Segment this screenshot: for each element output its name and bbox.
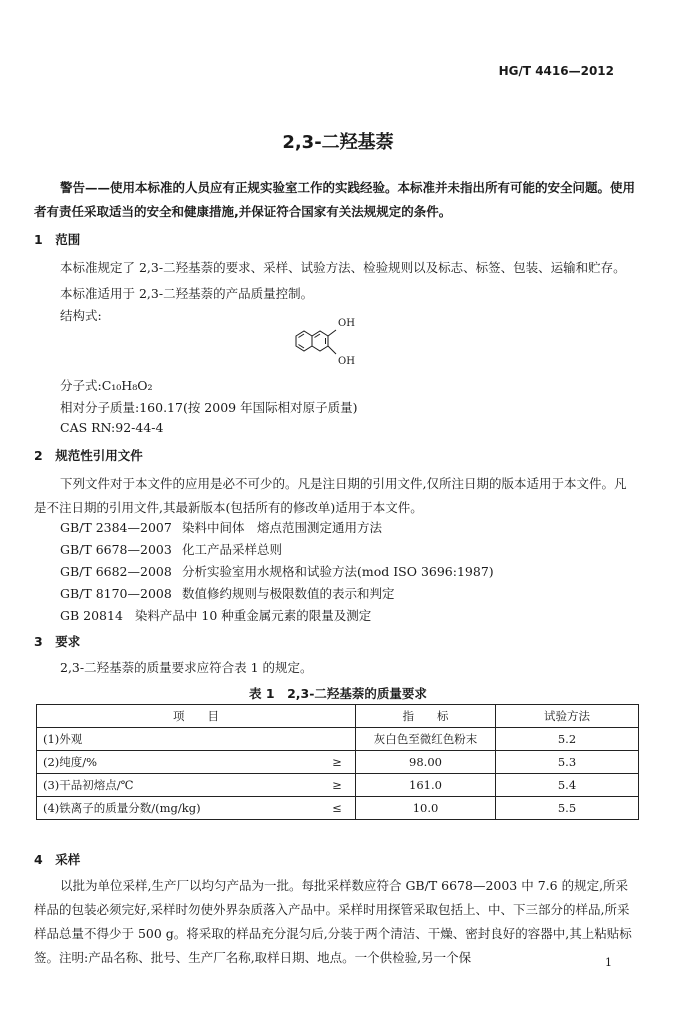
row-method: 5.3	[496, 751, 639, 774]
reference-item	[60, 584, 395, 602]
page-number: 1	[605, 956, 612, 969]
row-method: 5.5	[496, 797, 639, 820]
oh-top-label: OH	[338, 318, 355, 329]
reference-title: 数值修约规则与极限数值的表示和判定	[181, 586, 395, 601]
document-title: 2,3-二羟基萘	[282, 132, 394, 153]
reference-title: 染料产品中 10 种重金属元素的限量及测定	[134, 608, 372, 623]
table-row	[37, 751, 639, 774]
warning-paragraph: 警告——使用本标准的人员应有正规实验室工作的实践经验。本标准并未指出所有可能的安全问题。使用者有责任采取适当的安全和健康措施,并保证符合国家有关法规规定的条件。	[34, 180, 636, 219]
scope-paragraph: 本标准规定了 2,3-二羟基萘的要求、采样、试验方法、检验规则以及标志、标签、包装、运输和贮存。	[60, 260, 626, 275]
column-header-item: 项 目	[37, 705, 356, 728]
section-4-heading: 4 采样	[34, 852, 81, 867]
reference-item	[60, 606, 371, 624]
quality-requirements-table	[36, 704, 639, 820]
row-value: 10.0	[356, 797, 496, 820]
row-item: (4)铁离子的质量分数/(mg/kg)	[37, 797, 320, 820]
table-header-row	[37, 705, 639, 728]
reference-code: GB/T 2384—2007	[60, 520, 172, 535]
row-item: (3)干品初熔点/℃	[37, 774, 320, 797]
row-symbol: ≤	[319, 797, 356, 820]
molecular-formula: 分子式:C₁₀H₈O₂	[60, 378, 153, 393]
row-value: 灰白色至微红色粉末	[356, 728, 496, 751]
row-method: 5.4	[496, 774, 639, 797]
scope-applicability: 本标准适用于 2,3-二羟基萘的产品质量控制。	[60, 286, 314, 301]
reference-title: 化工产品采样总则	[181, 542, 282, 557]
table-row	[37, 774, 639, 797]
reference-item	[60, 518, 382, 536]
row-value: 98.00	[356, 751, 496, 774]
cas-number: CAS RN:92-44-4	[60, 420, 164, 435]
requirements-paragraph: 2,3-二羟基萘的质量要求应符合表 1 的规定。	[60, 660, 313, 675]
row-value: 161.0	[356, 774, 496, 797]
table-row	[37, 728, 639, 751]
row-item: (1)外观	[37, 728, 320, 751]
reference-item	[60, 562, 494, 580]
column-header-spec: 指 标	[356, 705, 496, 728]
sampling-paragraph: 以批为单位采样,生产厂以均匀产品为一批。每批采样数应符合 GB/T 6678—2003 中 7.6 的规定,所采样品的包装必须完好,采样时勿使外界杂质落入产品中。采样时用探管采取包括上、中、下三部分的样品,所采样品总量不得少于 500 g。将采取的样品充分混匀后,分装于两个清洁、干燥、密封良好的容器中,其上粘贴标签。注明:产品名称、批号、生产厂名称,取样日期、地点。一个供检验,另一个保	[34, 878, 632, 965]
structure-label: 结构式:	[60, 308, 102, 323]
table-row	[37, 797, 639, 820]
row-item: (2)纯度/%	[37, 751, 320, 774]
reference-code: GB/T 6678—2003	[60, 542, 172, 557]
reference-code: GB/T 8170—2008	[60, 586, 172, 601]
reference-code: GB 20814	[60, 608, 123, 623]
reference-title: 染料中间体 熔点范围测定通用方法	[181, 520, 382, 535]
reference-item	[60, 540, 282, 558]
section-3-heading: 3 要求	[34, 634, 81, 649]
row-symbol: ≥	[319, 774, 356, 797]
normative-references-intro: 下列文件对于本文件的应用是必不可少的。凡是注日期的引用文件,仅所注日期的版本适用于本文件。凡是不注日期的引用文件,其最新版本(包括所有的修改单)适用于本文件。	[34, 476, 627, 515]
column-header-method: 试验方法	[496, 705, 639, 728]
section-1-heading: 1 范围	[34, 232, 81, 247]
reference-code: GB/T 6682—2008	[60, 564, 172, 579]
standard-number: HG/T 4416—2012	[498, 64, 614, 78]
molecular-mass: 相对分子质量:160.17(按 2009 年国际相对原子质量)	[60, 400, 358, 415]
oh-bottom-label: OH	[338, 356, 355, 367]
row-symbol	[319, 728, 356, 751]
row-method: 5.2	[496, 728, 639, 751]
section-2-heading: 2 规范性引用文件	[34, 448, 143, 463]
reference-title: 分析实验室用水规格和试验方法(mod ISO 3696:1987)	[181, 564, 494, 579]
table-caption: 表 1 2,3-二羟基萘的质量要求	[249, 686, 427, 701]
row-symbol: ≥	[319, 751, 356, 774]
